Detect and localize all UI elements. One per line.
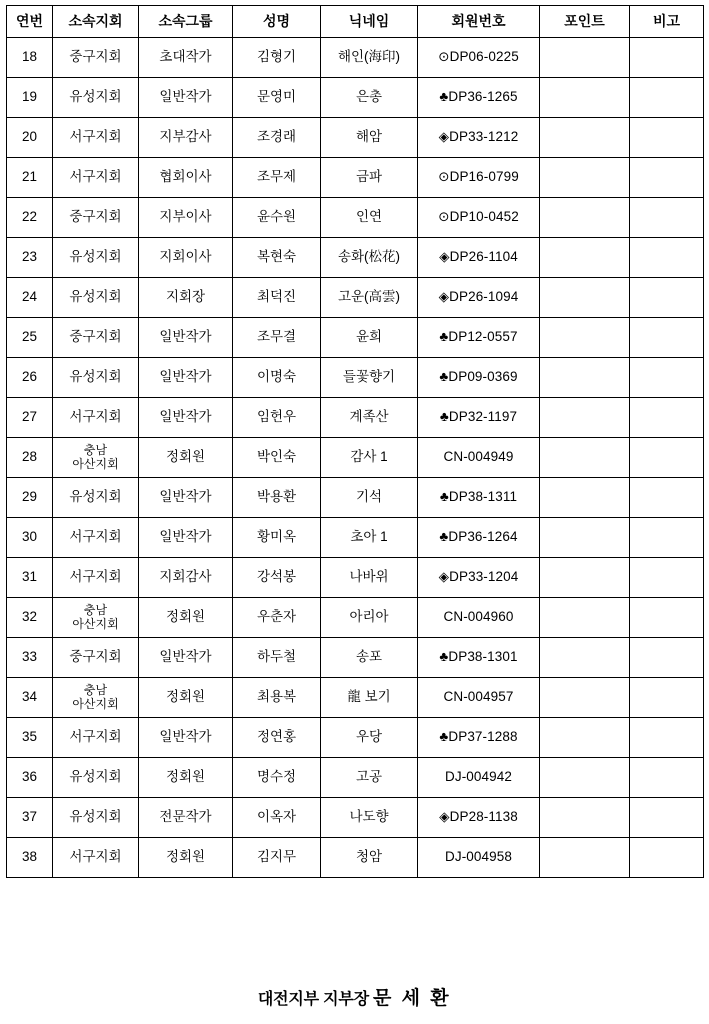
cell-name: 박용환 [233, 478, 321, 518]
cell-note [630, 158, 704, 198]
table-row [7, 558, 704, 598]
table-row [7, 358, 704, 398]
cell-group: 일반작가 [139, 78, 233, 118]
cell-branch: 서구지회 [53, 118, 139, 158]
cell-nickname: 龍 보기 [321, 678, 418, 718]
cell-group: 지회장 [139, 278, 233, 318]
cell-member-number: ♣DP37-1288 [418, 718, 540, 758]
table-row [7, 78, 704, 118]
column-header-no: 연번 [7, 6, 53, 38]
cell-point [540, 238, 630, 278]
cell-point [540, 438, 630, 478]
cell-point [540, 478, 630, 518]
cell-point [540, 278, 630, 318]
cell-member-number: ♣DP12-0557 [418, 318, 540, 358]
table-header-row [7, 6, 704, 38]
column-header-group: 소속그룹 [139, 6, 233, 38]
document-footer [0, 983, 709, 1010]
cell-branch: 서구지회 [53, 158, 139, 198]
table-row [7, 718, 704, 758]
cell-member-no: 31 [7, 558, 53, 598]
cell-note [630, 478, 704, 518]
cell-member-no: 27 [7, 398, 53, 438]
cell-note [630, 238, 704, 278]
cell-member-number: ◈DP33-1212 [418, 118, 540, 158]
cell-name: 김형기 [233, 38, 321, 78]
cell-member-number: ♣DP36-1264 [418, 518, 540, 558]
table-row [7, 278, 704, 318]
cell-name: 조무제 [233, 158, 321, 198]
cell-member-number: CN-004949 [418, 438, 540, 478]
column-header-name: 성명 [233, 6, 321, 38]
cell-group: 초대작가 [139, 38, 233, 78]
cell-point [540, 358, 630, 398]
cell-member-no: 23 [7, 238, 53, 278]
cell-member-number: ◈DP28-1138 [418, 798, 540, 838]
cell-member-no: 24 [7, 278, 53, 318]
table-row [7, 158, 704, 198]
table-row [7, 838, 704, 878]
cell-point [540, 118, 630, 158]
cell-name: 조무결 [233, 318, 321, 358]
column-header-member-number: 회원번호 [418, 6, 540, 38]
cell-member-no: 19 [7, 78, 53, 118]
cell-point [540, 398, 630, 438]
cell-nickname: 고운(高雲) [321, 278, 418, 318]
cell-branch: 충남 아산지회 [53, 438, 139, 478]
cell-name: 복현숙 [233, 238, 321, 278]
cell-group: 정회원 [139, 758, 233, 798]
cell-group: 전문작가 [139, 798, 233, 838]
cell-note [630, 718, 704, 758]
cell-point [540, 158, 630, 198]
cell-name: 정연홍 [233, 718, 321, 758]
table-row [7, 238, 704, 278]
cell-member-no: 26 [7, 358, 53, 398]
table-row [7, 318, 704, 358]
cell-member-number: ◈DP26-1104 [418, 238, 540, 278]
cell-nickname: 들꽃향기 [321, 358, 418, 398]
cell-nickname: 우당 [321, 718, 418, 758]
cell-note [630, 798, 704, 838]
cell-member-number: ♣DP09-0369 [418, 358, 540, 398]
cell-member-no: 34 [7, 678, 53, 718]
cell-group: 일반작가 [139, 718, 233, 758]
cell-member-no: 33 [7, 638, 53, 678]
cell-branch: 유성지회 [53, 278, 139, 318]
cell-nickname: 초아 1 [321, 518, 418, 558]
cell-name: 최덕진 [233, 278, 321, 318]
column-header-note: 비고 [630, 6, 704, 38]
cell-name: 윤수원 [233, 198, 321, 238]
cell-note [630, 678, 704, 718]
cell-member-number: ◈DP26-1094 [418, 278, 540, 318]
cell-group: 정회원 [139, 438, 233, 478]
cell-branch: 서구지회 [53, 558, 139, 598]
cell-nickname: 은총 [321, 78, 418, 118]
cell-point [540, 838, 630, 878]
cell-branch: 서구지회 [53, 518, 139, 558]
cell-name: 임헌우 [233, 398, 321, 438]
cell-member-number: ♣DP32-1197 [418, 398, 540, 438]
cell-name: 이옥자 [233, 798, 321, 838]
cell-note [630, 558, 704, 598]
cell-member-no: 21 [7, 158, 53, 198]
table-row [7, 678, 704, 718]
cell-member-number: ⊙DP10-0452 [418, 198, 540, 238]
cell-name: 황미옥 [233, 518, 321, 558]
cell-note [630, 318, 704, 358]
cell-point [540, 718, 630, 758]
cell-nickname: 나바위 [321, 558, 418, 598]
table-row [7, 398, 704, 438]
cell-name: 하두철 [233, 638, 321, 678]
cell-point [540, 318, 630, 358]
cell-member-no: 25 [7, 318, 53, 358]
cell-member-number: ♣DP38-1311 [418, 478, 540, 518]
cell-group: 정회원 [139, 598, 233, 638]
cell-point [540, 38, 630, 78]
cell-branch: 중구지회 [53, 38, 139, 78]
cell-member-number: ♣DP38-1301 [418, 638, 540, 678]
cell-member-number: ⊙DP16-0799 [418, 158, 540, 198]
cell-member-no: 22 [7, 198, 53, 238]
cell-nickname: 기석 [321, 478, 418, 518]
cell-point [540, 78, 630, 118]
cell-note [630, 438, 704, 478]
cell-group: 일반작가 [139, 518, 233, 558]
table-header [7, 6, 704, 38]
cell-nickname: 감사 1 [321, 438, 418, 478]
cell-member-no: 36 [7, 758, 53, 798]
cell-nickname: 송포 [321, 638, 418, 678]
cell-group: 지회감사 [139, 558, 233, 598]
cell-branch: 중구지회 [53, 198, 139, 238]
cell-member-number: ♣DP36-1265 [418, 78, 540, 118]
cell-nickname: 계족산 [321, 398, 418, 438]
cell-name: 명수정 [233, 758, 321, 798]
cell-branch: 유성지회 [53, 238, 139, 278]
cell-nickname: 인연 [321, 198, 418, 238]
cell-point [540, 678, 630, 718]
column-header-point: 포인트 [540, 6, 630, 38]
cell-group: 지부감사 [139, 118, 233, 158]
cell-group: 일반작가 [139, 358, 233, 398]
cell-point [540, 558, 630, 598]
cell-branch: 유성지회 [53, 758, 139, 798]
table-row [7, 598, 704, 638]
cell-name: 문영미 [233, 78, 321, 118]
cell-note [630, 78, 704, 118]
column-header-branch: 소속지회 [53, 6, 139, 38]
cell-member-number: DJ-004942 [418, 758, 540, 798]
cell-nickname: 청암 [321, 838, 418, 878]
table-row [7, 38, 704, 78]
cell-point [540, 198, 630, 238]
cell-note [630, 398, 704, 438]
cell-note [630, 38, 704, 78]
cell-note [630, 518, 704, 558]
cell-name: 박인숙 [233, 438, 321, 478]
cell-point [540, 758, 630, 798]
cell-group: 일반작가 [139, 398, 233, 438]
cell-member-number: DJ-004958 [418, 838, 540, 878]
cell-point [540, 518, 630, 558]
cell-group: 일반작가 [139, 318, 233, 358]
cell-name: 강석봉 [233, 558, 321, 598]
member-roster-table [6, 5, 704, 878]
cell-nickname: 금파 [321, 158, 418, 198]
cell-group: 협회이사 [139, 158, 233, 198]
cell-nickname: 아리아 [321, 598, 418, 638]
cell-member-no: 28 [7, 438, 53, 478]
cell-group: 지회이사 [139, 238, 233, 278]
cell-member-no: 30 [7, 518, 53, 558]
cell-member-number: ◈DP33-1204 [418, 558, 540, 598]
cell-member-number: CN-004960 [418, 598, 540, 638]
cell-group: 일반작가 [139, 638, 233, 678]
cell-group: 일반작가 [139, 478, 233, 518]
cell-name: 이명숙 [233, 358, 321, 398]
cell-member-no: 18 [7, 38, 53, 78]
cell-branch: 유성지회 [53, 78, 139, 118]
cell-member-no: 20 [7, 118, 53, 158]
cell-nickname: 송화(松花) [321, 238, 418, 278]
table-row [7, 798, 704, 838]
cell-note [630, 598, 704, 638]
cell-branch: 유성지회 [53, 798, 139, 838]
table-row [7, 638, 704, 678]
signature-name: 문 세 환 [372, 988, 452, 1009]
cell-group: 정회원 [139, 678, 233, 718]
cell-member-no: 38 [7, 838, 53, 878]
cell-group: 지부이사 [139, 198, 233, 238]
cell-branch: 유성지회 [53, 478, 139, 518]
cell-branch: 중구지회 [53, 638, 139, 678]
cell-note [630, 198, 704, 238]
cell-branch: 서구지회 [53, 718, 139, 758]
cell-point [540, 798, 630, 838]
cell-member-number: CN-004957 [418, 678, 540, 718]
cell-nickname: 윤희 [321, 318, 418, 358]
cell-member-number: ⊙DP06-0225 [418, 38, 540, 78]
cell-member-no: 37 [7, 798, 53, 838]
cell-name: 조경래 [233, 118, 321, 158]
cell-point [540, 638, 630, 678]
cell-branch: 서구지회 [53, 838, 139, 878]
cell-member-no: 35 [7, 718, 53, 758]
cell-nickname: 고공 [321, 758, 418, 798]
cell-branch: 서구지회 [53, 398, 139, 438]
cell-note [630, 758, 704, 798]
cell-member-no: 32 [7, 598, 53, 638]
cell-note [630, 118, 704, 158]
table-row [7, 198, 704, 238]
cell-note [630, 838, 704, 878]
table-row [7, 518, 704, 558]
cell-note [630, 278, 704, 318]
cell-member-no: 29 [7, 478, 53, 518]
cell-note [630, 358, 704, 398]
table-body [7, 38, 704, 878]
table-row [7, 478, 704, 518]
cell-branch: 중구지회 [53, 318, 139, 358]
signature-label: 대전지부 지부장 [257, 991, 369, 1008]
cell-nickname: 나도향 [321, 798, 418, 838]
cell-name: 김지무 [233, 838, 321, 878]
cell-branch: 유성지회 [53, 358, 139, 398]
cell-nickname: 해암 [321, 118, 418, 158]
cell-branch: 충남 아산지회 [53, 598, 139, 638]
cell-point [540, 598, 630, 638]
table-row [7, 118, 704, 158]
table-row [7, 758, 704, 798]
cell-note [630, 638, 704, 678]
column-header-nickname: 닉네임 [321, 6, 418, 38]
cell-name: 최용복 [233, 678, 321, 718]
table-row [7, 438, 704, 478]
cell-branch: 충남 아산지회 [53, 678, 139, 718]
cell-group: 정회원 [139, 838, 233, 878]
cell-name: 우춘자 [233, 598, 321, 638]
cell-nickname: 해인(海印) [321, 38, 418, 78]
